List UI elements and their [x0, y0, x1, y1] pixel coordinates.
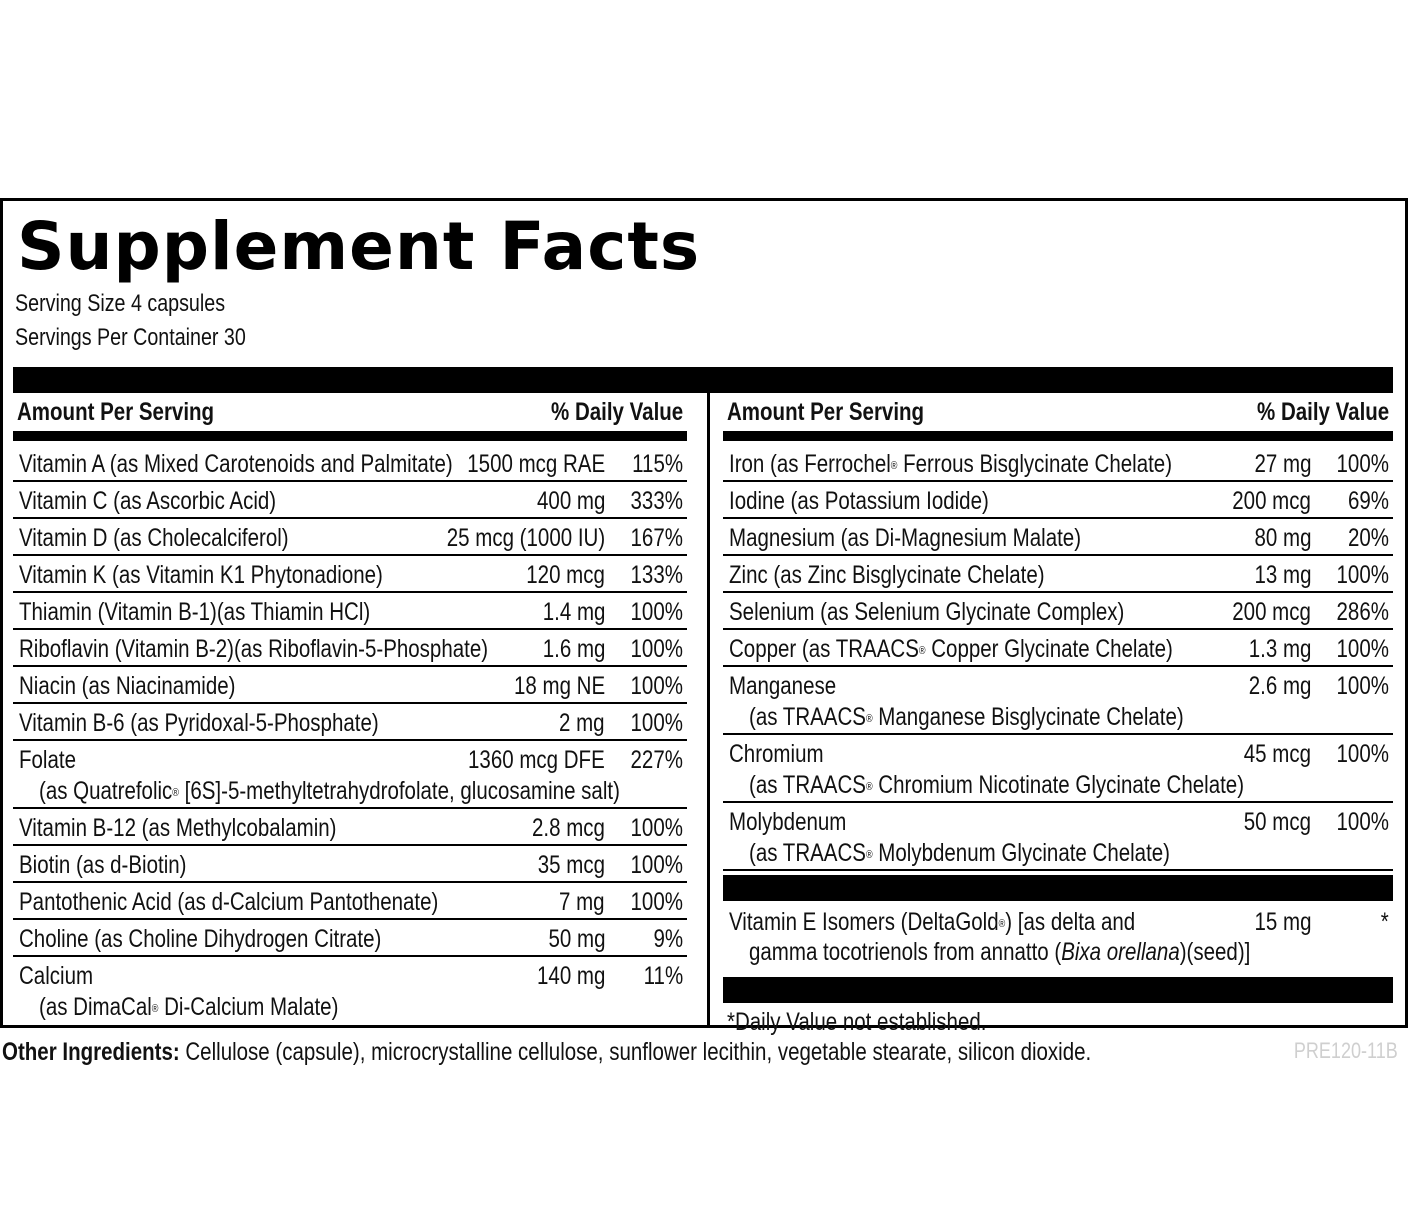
nutrient-row — [13, 445, 687, 482]
other-ingredients — [2, 1036, 1330, 1068]
nutrient-name: Choline (as Choline Dihydrogen Citrate) — [19, 925, 382, 953]
right-header-rule — [723, 431, 1393, 441]
nutrient-daily-value: 227% — [630, 746, 683, 774]
nutrient-name: Riboflavin (Vitamin B-2)(as Riboflavin-5-Phosphate) — [19, 635, 489, 663]
nutrient-amount: 50 mg — [548, 925, 605, 953]
nutrient-name: Selenium (as Selenium Glycinate Complex) — [729, 598, 1125, 626]
nutrient-row — [723, 667, 1393, 735]
nutrient-name: Folate — [19, 746, 76, 774]
nutrient-daily-value: 100% — [630, 672, 683, 700]
nutrient-row — [13, 957, 687, 1023]
nutrient-source: (as DimaCal® Di-Calcium Malate) — [39, 993, 339, 1021]
nutrient-amount: 50 mcg — [1243, 808, 1311, 836]
nutrient-amount: 13 mg — [1254, 561, 1311, 589]
nutrient-daily-value: 133% — [630, 561, 683, 589]
nutrient-row — [13, 519, 687, 556]
nutrient-row — [723, 445, 1393, 482]
serving-size: Serving Size 4 capsules — [15, 290, 226, 317]
other-ingredients-label: Other Ingredients: — [2, 1038, 180, 1066]
nutrient-amount: 2.6 mg — [1248, 672, 1311, 700]
nutrient-row — [13, 883, 687, 920]
nutrient-amount: 1360 mcg DFE — [468, 746, 605, 774]
nutrient-daily-value: 100% — [630, 888, 683, 916]
nutrient-amount: 45 mcg — [1243, 740, 1311, 768]
vitamin-e-row — [723, 905, 1393, 973]
nutrient-amount: 200 mcg — [1232, 487, 1311, 515]
nutrient-source: gamma tocotrienols from annatto (Bixa orellana)(seed)] — [749, 938, 1251, 966]
nutrient-name: Iron (as Ferrochel® Ferrous Bisglycinate Chelate) — [729, 450, 1173, 478]
nutrient-daily-value: * — [1381, 908, 1389, 936]
nutrient-daily-value: 100% — [630, 709, 683, 737]
nutrient-name: Biotin (as d-Biotin) — [19, 851, 187, 879]
nutrient-row — [13, 846, 687, 883]
nutrient-name: Niacin (as Niacinamide) — [19, 672, 236, 700]
nutrient-amount: 1.6 mg — [542, 635, 605, 663]
nutrient-amount: 400 mg — [536, 487, 605, 515]
nutrient-amount: 27 mg — [1254, 450, 1311, 478]
footnote: *Daily Value not established. — [727, 1008, 987, 1036]
nutrient-daily-value: 100% — [630, 635, 683, 663]
nutrient-row — [723, 630, 1393, 667]
nutrient-daily-value: 115% — [632, 450, 683, 478]
nutrient-name: Magnesium (as Di-Magnesium Malate) — [729, 524, 1082, 552]
nutrient-row — [13, 667, 687, 704]
nutrient-name: Molybdenum — [729, 808, 847, 836]
nutrient-daily-value: 100% — [1336, 450, 1389, 478]
nutrient-daily-value: 100% — [1336, 635, 1389, 663]
nutrient-daily-value: 100% — [630, 814, 683, 842]
daily-value-heading: % Daily Value — [1256, 398, 1389, 426]
product-code: PRE120-11B — [1294, 1038, 1398, 1063]
amount-per-serving-heading: Amount Per Serving — [727, 398, 925, 426]
nutrient-amount: 140 mg — [536, 962, 605, 990]
nutrient-name: Vitamin C (as Ascorbic Acid) — [19, 487, 277, 515]
nutrient-name: Vitamin B-12 (as Methylcobalamin) — [19, 814, 337, 842]
header-thick-rule — [13, 367, 1393, 393]
nutrient-daily-value: 100% — [1336, 808, 1389, 836]
nutrient-amount: 25 mcg (1000 IU) — [446, 524, 605, 552]
nutrient-row — [13, 741, 687, 809]
nutrient-name: Iodine (as Potassium Iodide) — [729, 487, 989, 515]
nutrient-row — [723, 519, 1393, 556]
nutrient-amount: 1.4 mg — [542, 598, 605, 626]
section-thick-rule — [723, 875, 1393, 901]
nutrient-daily-value: 69% — [1347, 487, 1389, 515]
nutrient-source: (as TRAACS® Manganese Bisglycinate Chelate) — [749, 703, 1184, 731]
nutrient-daily-value: 11% — [643, 962, 683, 990]
nutrient-source: (as TRAACS® Chromium Nicotinate Glycinate Chelate) — [749, 771, 1245, 799]
nutrient-daily-value: 100% — [1336, 672, 1389, 700]
right-column-header — [723, 393, 1393, 431]
nutrient-row — [13, 593, 687, 630]
nutrient-row — [723, 482, 1393, 519]
nutrient-row — [723, 556, 1393, 593]
nutrient-name: Copper (as TRAACS® Copper Glycinate Chelate) — [729, 635, 1173, 663]
right-nutrient-list — [723, 445, 1393, 871]
nutrient-daily-value: 9% — [653, 925, 683, 953]
daily-value-heading: % Daily Value — [550, 398, 683, 426]
nutrient-name: Vitamin A (as Mixed Carotenoids and Palmitate) — [19, 450, 453, 478]
nutrient-amount: 1500 mcg RAE — [467, 450, 605, 478]
nutrient-row — [13, 482, 687, 519]
nutrient-name: Vitamin D (as Cholecalciferol) — [19, 524, 289, 552]
nutrient-daily-value: 100% — [630, 851, 683, 879]
nutrient-amount: 15 mg — [1254, 908, 1311, 936]
nutrient-amount: 35 mcg — [537, 851, 605, 879]
supplement-facts-panel — [0, 198, 1408, 1036]
nutrient-amount: 1.3 mg — [1248, 635, 1311, 663]
nutrient-amount: 2 mg — [559, 709, 605, 737]
amount-per-serving-heading: Amount Per Serving — [17, 398, 215, 426]
nutrient-name: Vitamin E Isomers (DeltaGold®) [as delta and — [729, 908, 1136, 936]
nutrient-name: Pantothenic Acid (as d-Calcium Pantothenate) — [19, 888, 439, 916]
footnote-thick-rule — [723, 977, 1393, 1003]
nutrient-row — [13, 630, 687, 667]
nutrient-source: (as TRAACS® Molybdenum Glycinate Chelate) — [749, 839, 1171, 867]
panel-title: Supplement Facts — [17, 208, 701, 285]
nutrient-daily-value: 333% — [630, 487, 683, 515]
nutrient-daily-value: 100% — [1336, 561, 1389, 589]
nutrient-amount: 120 mcg — [526, 561, 605, 589]
nutrient-row — [13, 920, 687, 957]
nutrient-amount: 80 mg — [1254, 524, 1311, 552]
column-divider — [707, 393, 710, 1028]
nutrient-name: Zinc (as Zinc Bisglycinate Chelate) — [729, 561, 1045, 589]
nutrient-row — [723, 593, 1393, 630]
nutrient-amount: 7 mg — [559, 888, 605, 916]
nutrient-daily-value: 100% — [630, 598, 683, 626]
nutrient-daily-value: 100% — [1336, 740, 1389, 768]
nutrient-name: Vitamin B-6 (as Pyridoxal-5-Phosphate) — [19, 709, 379, 737]
left-column — [13, 393, 687, 1023]
nutrient-name: Thiamin (Vitamin B-1)(as Thiamin HCl) — [19, 598, 371, 626]
nutrient-row — [13, 704, 687, 741]
nutrient-row — [723, 735, 1393, 803]
nutrient-amount: 200 mcg — [1232, 598, 1311, 626]
servings-per-container: Servings Per Container 30 — [15, 324, 246, 351]
right-column — [723, 393, 1393, 1041]
nutrient-row — [13, 556, 687, 593]
nutrient-row — [13, 809, 687, 846]
nutrient-daily-value: 286% — [1336, 598, 1389, 626]
nutrient-amount: 2.8 mcg — [532, 814, 605, 842]
nutrient-daily-value: 20% — [1347, 524, 1389, 552]
nutrient-name: Vitamin K (as Vitamin K1 Phytonadione) — [19, 561, 383, 589]
nutrient-name: Manganese — [729, 672, 837, 700]
nutrient-name: Calcium — [19, 962, 94, 990]
nutrient-name: Chromium — [729, 740, 824, 768]
left-header-rule — [13, 431, 687, 441]
nutrient-source: (as Quatrefolic® [6S]-5-methyltetrahydrofolate, glucosamine salt) — [39, 777, 620, 805]
nutrient-daily-value: 167% — [630, 524, 683, 552]
nutrient-row — [723, 803, 1393, 871]
other-ingredients-text: Cellulose (capsule), microcrystalline cellulose, sunflower lecithin, vegetable stearate, silicon dioxide. — [179, 1038, 1092, 1066]
left-nutrient-list — [13, 445, 687, 1023]
left-column-header — [13, 393, 687, 431]
nutrient-amount: 18 mg NE — [513, 672, 605, 700]
